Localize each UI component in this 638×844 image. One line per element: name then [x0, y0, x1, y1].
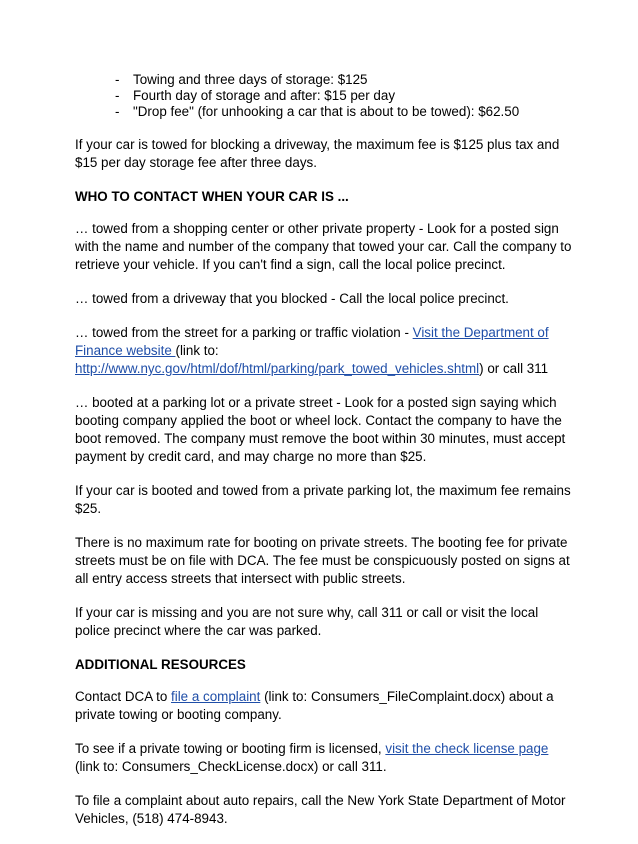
finance-website-link[interactable]: Visit the Department of Finance website — [75, 325, 549, 358]
street-text-after: ) or call 311 — [479, 361, 549, 376]
additional-resources-heading: ADDITIONAL RESOURCES — [75, 657, 246, 672]
booted-paragraph: … booted at a parking lot or a private street - Look for a posted sign saying which booting company applied the boot or wheel lock. Contact the company to have the boot removed. The company must remove the boot within 30 minutes, must accept payment by credit card, and may charge no more than $25. — [75, 395, 566, 464]
contact-text-after: (link to: Consumers_FileComplaint.docx) about a private towing or booting company. — [75, 689, 554, 722]
license-text-before: To see if a private towing or booting firm is licensed, — [75, 741, 386, 756]
contact-text-before: Contact DCA to — [75, 689, 172, 704]
auto-repairs-paragraph: To file a complaint about auto repairs, call the New York State Department of Motor Vehicles, (518) 474-8943. — [75, 793, 566, 826]
license-text-after: (link to: Consumers_CheckLicense.docx) or call 311. — [75, 759, 387, 774]
list-item-text: Fourth day of storage and after: $15 per day — [133, 88, 396, 103]
list-item-text: "Drop fee" (for unhooking a car that is about to be towed): $62.50 — [133, 104, 520, 119]
list-dash: - — [115, 104, 120, 119]
document-page — [75, 72, 575, 844]
list-item — [75, 72, 575, 88]
finance-url-link[interactable]: http://www.nyc.gov/html/dof/html/parking/park_towed_vehicles.shtml — [75, 361, 480, 376]
driveway-paragraph: … towed from a driveway that you blocked - Call the local police precinct. — [75, 291, 509, 306]
check-license-paragraph — [75, 740, 575, 776]
list-item-text: Towing and three days of storage: $125 — [133, 72, 368, 87]
street-text-before: … towed from the street for a parking or traffic violation - — [75, 325, 413, 340]
street-violation-paragraph — [75, 324, 575, 378]
street-text-middle: (link to: — [175, 343, 219, 358]
no-maximum-paragraph: There is no maximum rate for booting on private streets. The booting fee for private streets must be on file with DCA. The fee must be conspicuously posted on signs at all entry access streets that intersect with public streets. — [75, 535, 570, 586]
check-license-link[interactable]: visit the check license page — [385, 741, 549, 756]
file-complaint-link[interactable]: file a complaint — [171, 689, 261, 704]
who-to-contact-heading: WHO TO CONTACT WHEN YOUR CAR IS ... — [75, 189, 349, 204]
booted-towed-paragraph: If your car is booted and towed from a private parking lot, the maximum fee remains $25. — [75, 483, 571, 516]
driveway-fee-paragraph: If your car is towed for blocking a driveway, the maximum fee is $125 plus tax and $15 per day storage fee after three days. — [75, 137, 560, 170]
list-dash: - — [115, 88, 120, 103]
car-missing-paragraph: If your car is missing and you are not sure why, call 311 or call or visit the local police precinct where the car was parked. — [75, 605, 539, 638]
fee-list — [75, 72, 575, 120]
contact-dca-paragraph — [75, 688, 575, 724]
list-item — [75, 104, 575, 120]
private-property-paragraph: … towed from a shopping center or other private property - Look for a posted sign with the name and number of the company that towed your car. Call the company to retrieve your vehicle. If you can't find a sign, call the local police precinct. — [75, 221, 572, 272]
list-item — [75, 88, 575, 104]
list-dash: - — [115, 72, 120, 87]
